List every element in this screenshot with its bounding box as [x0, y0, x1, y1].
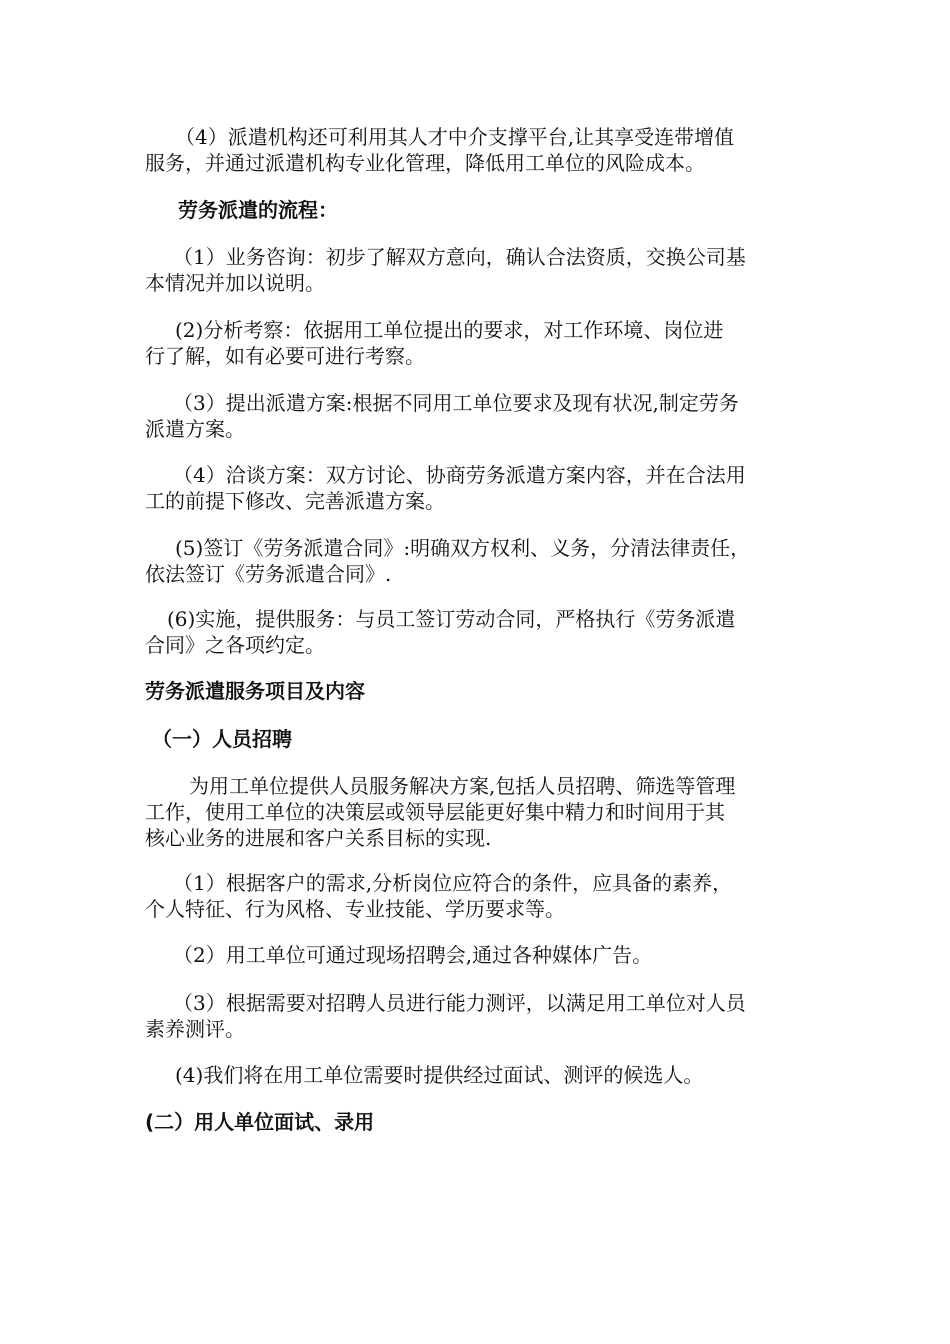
- text-line: （4）派遣机构还可利用其人才中介支撑平台,让其享受连带增值: [175, 125, 735, 149]
- heading-interview-hiring: (二）用人单位面试、录用: [145, 1110, 375, 1134]
- text-line: 个人特征、行为风格、专业技能、学历要求等。: [145, 897, 565, 921]
- paragraph-step-1: [145, 244, 810, 296]
- text-line: 依法签订《劳务派遣合同》.: [145, 562, 392, 586]
- paragraph-step-4: [145, 462, 810, 514]
- paragraph-step-5: [145, 535, 810, 587]
- paragraph-recruit-intro: [145, 773, 810, 851]
- text-line: 派遣方案。: [145, 417, 245, 441]
- text-line: 工作，使用工单位的决策层或领导层能更好集中精力和时间用于其: [145, 800, 725, 824]
- paragraph-step-3: [145, 390, 810, 442]
- paragraph-step-2: [145, 317, 810, 369]
- text-line: （1）根据客户的需求,分析岗位应符合的条件，应具备的素养，: [173, 871, 733, 895]
- paragraph-recruit-3: [145, 990, 810, 1042]
- text-line: 本情况并加以说明。: [145, 271, 325, 295]
- heading-dispatch-flow: 劳务派遣的流程：: [178, 198, 338, 222]
- paragraph-recruit-1: [145, 870, 810, 922]
- text-line: 行了解，如有必要可进行考察。: [145, 344, 425, 368]
- text-line: （3）根据需要对招聘人员进行能力测评，以满足用工单位对人员: [173, 991, 746, 1015]
- text-line: (5)签订《劳务派遣合同》:明确双方权利、义务，分清法律责任，: [175, 536, 751, 560]
- text-line: (2)分析考察：依据用工单位提出的要求，对工作环境、岗位进: [175, 318, 724, 342]
- text-line: 合同》之各项约定。: [145, 633, 325, 657]
- heading-recruitment: （一）人员招聘: [152, 727, 292, 751]
- text-line: 素养测评。: [145, 1017, 245, 1041]
- text-line: 工的前提下修改、完善派遣方案。: [145, 489, 445, 513]
- heading-services: 劳务派遣服务项目及内容: [145, 679, 365, 703]
- text-line: 服务，并通过派遣机构专业化管理，降低用工单位的风险成本。: [145, 151, 705, 175]
- paragraph-dispatch-benefit: [145, 124, 810, 176]
- text-line: 为用工单位提供人员服务解决方案,包括人员招聘、筛选等管理: [189, 774, 736, 798]
- text-line: （2）用工单位可通过现场招聘会,通过各种媒体广告。: [173, 943, 653, 967]
- text-line: （1）业务咨询：初步了解双方意向，确认合法资质，交换公司基: [173, 245, 746, 269]
- text-line: 核心业务的进展和客户关系目标的实现.: [145, 826, 492, 850]
- text-line: (4)我们将在用工单位需要时提供经过面试、测评的候选人。: [175, 1063, 704, 1087]
- paragraph-step-6: [145, 606, 810, 658]
- text-line: （4）洽谈方案：双方讨论、协商劳务派遣方案内容，并在合法用: [173, 463, 746, 487]
- text-line: （3）提出派遣方案:根据不同用工单位要求及现有状况,制定劳务: [173, 391, 739, 415]
- paragraph-recruit-4: [145, 1062, 810, 1088]
- paragraph-recruit-2: [145, 942, 810, 968]
- text-line: (6)实施，提供服务：与员工签订劳动合同，严格执行《劳务派遣: [167, 607, 736, 631]
